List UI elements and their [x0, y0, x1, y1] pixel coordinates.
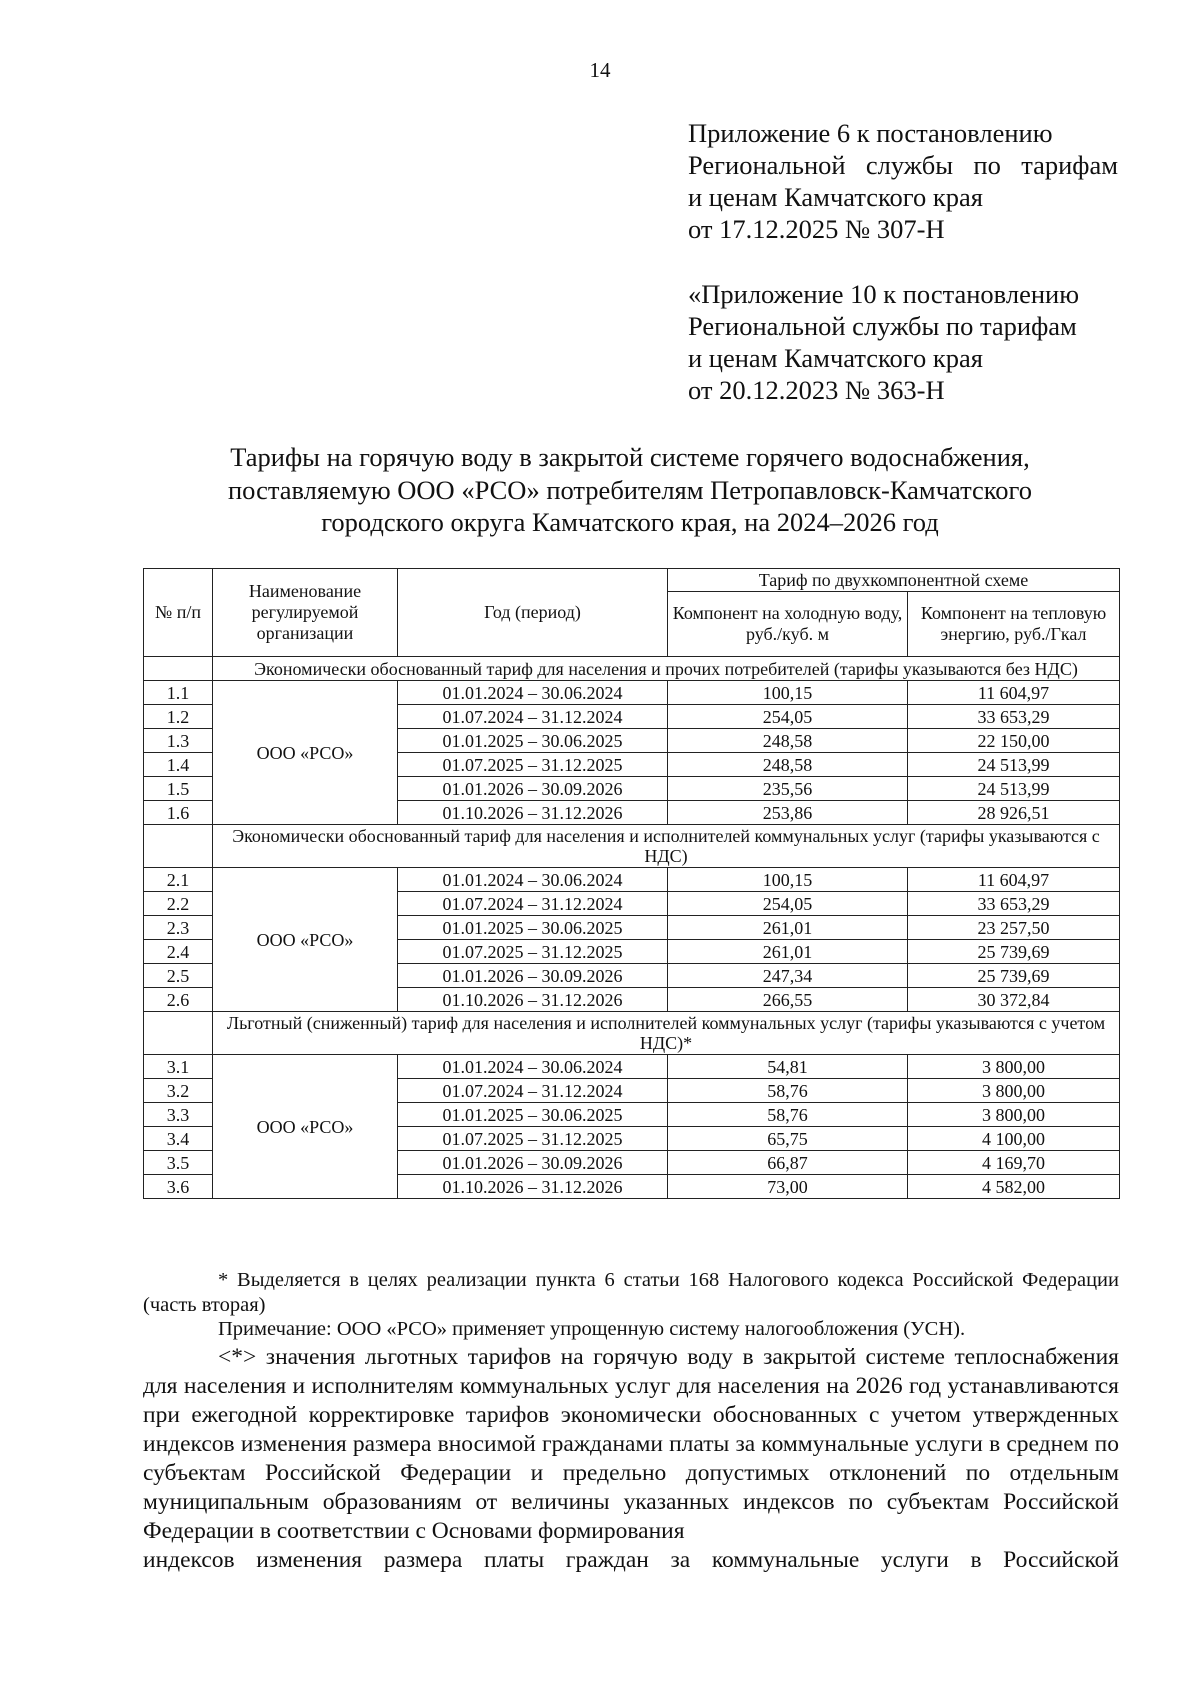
appendix-line: и ценам Камчатского края [688, 182, 983, 212]
row-number: 1.6 [144, 801, 213, 825]
header-heat-energy-component: Компонент на тепловую энергию, руб./Гкал [908, 592, 1120, 657]
row-period: 01.01.2025 – 30.06.2025 [398, 1103, 668, 1127]
row-number: 3.5 [144, 1151, 213, 1175]
row-number: 2.5 [144, 964, 213, 988]
row-number: 1.2 [144, 705, 213, 729]
organization-name: ООО «РСО» [213, 681, 398, 825]
row-number: 2.4 [144, 940, 213, 964]
row-heat-energy-value: 25 739,69 [908, 964, 1120, 988]
paragraph-text: <*> значения льготных тарифов на горячую воду в закрытой системе теплоснабжения для населения и исполнителям коммунальных услуг для населения на 2026 год устанавливаются при ежегодной корректировке тарифов экономически обоснованных с учетом утвержденных индексов изменения размера вносимой гражданами платы за коммунальные услуги в среднем по субъектам Российской Федерации и предельно допустимых отклонений по отдельным муниципальным образованиям от величины указанных индексов по субъектам Российской Федерации в соответствии с Основами формирования [143, 1344, 1119, 1544]
row-period: 01.07.2025 – 31.12.2025 [398, 753, 668, 777]
header-two-component-tariff: Тариф по двухкомпонентной схеме [668, 569, 1120, 592]
row-number: 1.4 [144, 753, 213, 777]
tariff-table [143, 568, 1120, 1199]
row-period: 01.01.2024 – 30.06.2024 [398, 1055, 668, 1079]
header-organization: Наименование регулируемой организации [213, 569, 398, 657]
row-period: 01.07.2024 – 31.12.2024 [398, 1079, 668, 1103]
appendix-line: от 20.12.2023 № 363-Н [688, 375, 945, 405]
row-period: 01.01.2024 – 30.06.2024 [398, 681, 668, 705]
row-cold-water-value: 235,56 [668, 777, 908, 801]
row-number: 1.1 [144, 681, 213, 705]
row-cold-water-value: 266,55 [668, 988, 908, 1012]
row-heat-energy-value: 3 800,00 [908, 1079, 1120, 1103]
row-period: 01.10.2026 – 31.12.2026 [398, 1175, 668, 1199]
row-heat-energy-value: 11 604,97 [908, 868, 1120, 892]
row-cold-water-value: 100,15 [668, 868, 908, 892]
section-number-cell [144, 657, 213, 681]
row-period: 01.07.2025 – 31.12.2025 [398, 940, 668, 964]
page-number: 14 [589, 58, 611, 82]
row-cold-water-value: 65,75 [668, 1127, 908, 1151]
appendix-line: от 17.12.2025 № 307-Н [688, 214, 945, 244]
row-heat-energy-value: 23 257,50 [908, 916, 1120, 940]
appendix-line: Региональной службы по тарифам [688, 311, 1077, 341]
title-line: поставляемую ООО «РСО» потребителям Петропавловск-Камчатского [227, 474, 1033, 505]
appendix-line: Региональной службы по тарифам [688, 150, 1118, 180]
organization-name: ООО «РСО» [213, 1055, 398, 1199]
row-number: 3.1 [144, 1055, 213, 1079]
section-number-cell [144, 1012, 213, 1055]
row-heat-energy-value: 3 800,00 [908, 1103, 1120, 1127]
row-heat-energy-value: 28 926,51 [908, 801, 1120, 825]
row-number: 3.2 [144, 1079, 213, 1103]
row-period: 01.07.2025 – 31.12.2025 [398, 1127, 668, 1151]
row-period: 01.01.2025 – 30.06.2025 [398, 916, 668, 940]
remark-text: Примечание: ООО «РСО» применяет упрощенную систему налогообложения (УСН). [218, 1318, 966, 1340]
header-cold-water-component: Компонент на холодную воду, руб./куб. м [668, 592, 908, 657]
title-line: Тарифы на горячую воду в закрытой системе горячего водоснабжения, [230, 442, 1030, 472]
section-title: Экономически обоснованный тариф для населения и прочих потребителей (тарифы указываются без НДС) [213, 657, 1120, 681]
row-number: 2.6 [144, 988, 213, 1012]
row-cold-water-value: 58,76 [668, 1103, 908, 1127]
row-heat-energy-value: 11 604,97 [908, 681, 1120, 705]
section-title: Льготный (сниженный) тариф для населения и исполнителей коммунальных услуг (тарифы указываются с учетом НДС)* [213, 1012, 1120, 1055]
appendix-reference-original [688, 278, 1118, 406]
row-number: 2.1 [144, 868, 213, 892]
row-period: 01.07.2024 – 31.12.2024 [398, 892, 668, 916]
section-row [144, 1012, 1120, 1055]
appendix-line: и ценам Камчатского края [688, 343, 983, 373]
row-number: 2.3 [144, 916, 213, 940]
row-number: 3.4 [144, 1127, 213, 1151]
row-cold-water-value: 73,00 [668, 1175, 908, 1199]
table-row [144, 1055, 1120, 1079]
row-cold-water-value: 58,76 [668, 1079, 908, 1103]
row-period: 01.01.2026 – 30.09.2026 [398, 964, 668, 988]
document-title [150, 441, 1110, 539]
row-heat-energy-value: 25 739,69 [908, 940, 1120, 964]
header-number: № п/п [144, 569, 213, 657]
section-row [144, 825, 1120, 868]
row-number: 2.2 [144, 892, 213, 916]
row-period: 01.07.2024 – 31.12.2024 [398, 705, 668, 729]
row-period: 01.01.2026 – 30.09.2026 [398, 1151, 668, 1175]
row-heat-energy-value: 22 150,00 [908, 729, 1120, 753]
row-heat-energy-value: 3 800,00 [908, 1055, 1120, 1079]
table-row [144, 681, 1120, 705]
row-cold-water-value: 66,87 [668, 1151, 908, 1175]
row-cold-water-value: 254,05 [668, 892, 908, 916]
appendix-line: «Приложение 10 к постановлению [688, 279, 1079, 309]
row-cold-water-value: 54,81 [668, 1055, 908, 1079]
paragraph-last-line: индексов изменения размера платы граждан за коммунальные услуги в Российской [143, 1547, 1119, 1573]
row-number: 1.5 [144, 777, 213, 801]
row-heat-energy-value: 24 513,99 [908, 753, 1120, 777]
appendix-line: Приложение 6 к постановлению [688, 118, 1053, 148]
row-heat-energy-value: 4 582,00 [908, 1175, 1120, 1199]
row-cold-water-value: 247,34 [668, 964, 908, 988]
row-cold-water-value: 248,58 [668, 753, 908, 777]
row-cold-water-value: 261,01 [668, 940, 908, 964]
row-heat-energy-value: 4 169,70 [908, 1151, 1120, 1175]
row-cold-water-value: 248,58 [668, 729, 908, 753]
row-cold-water-value: 253,86 [668, 801, 908, 825]
table-row [144, 868, 1120, 892]
row-period: 01.10.2026 – 31.12.2026 [398, 801, 668, 825]
row-period: 01.01.2026 – 30.09.2026 [398, 777, 668, 801]
notes-block [143, 1268, 1119, 1342]
title-line: городского округа Камчатского края, на 2024–2026 год [321, 507, 939, 537]
row-cold-water-value: 261,01 [668, 916, 908, 940]
header-period: Год (период) [398, 569, 668, 657]
row-number: 1.3 [144, 729, 213, 753]
row-number: 3.6 [144, 1175, 213, 1199]
row-cold-water-value: 254,05 [668, 705, 908, 729]
row-period: 01.01.2025 – 30.06.2025 [398, 729, 668, 753]
body-paragraph [143, 1343, 1119, 1575]
row-heat-energy-value: 33 653,29 [908, 892, 1120, 916]
row-period: 01.01.2024 – 30.06.2024 [398, 868, 668, 892]
row-period: 01.10.2026 – 31.12.2026 [398, 988, 668, 1012]
row-heat-energy-value: 33 653,29 [908, 705, 1120, 729]
row-number: 3.3 [144, 1103, 213, 1127]
footnote-text: * Выделяется в целях реализации пункта 6 статьи 168 Налогового кодекса Российской Федерации (часть вторая) [143, 1269, 1119, 1316]
appendix-reference-current [688, 117, 1118, 245]
section-number-cell [144, 825, 213, 868]
row-heat-energy-value: 30 372,84 [908, 988, 1120, 1012]
section-row [144, 657, 1120, 681]
organization-name: ООО «РСО» [213, 868, 398, 1012]
row-heat-energy-value: 24 513,99 [908, 777, 1120, 801]
row-cold-water-value: 100,15 [668, 681, 908, 705]
section-title: Экономически обоснованный тариф для населения и исполнителей коммунальных услуг (тарифы указываются с НДС) [213, 825, 1120, 868]
row-heat-energy-value: 4 100,00 [908, 1127, 1120, 1151]
